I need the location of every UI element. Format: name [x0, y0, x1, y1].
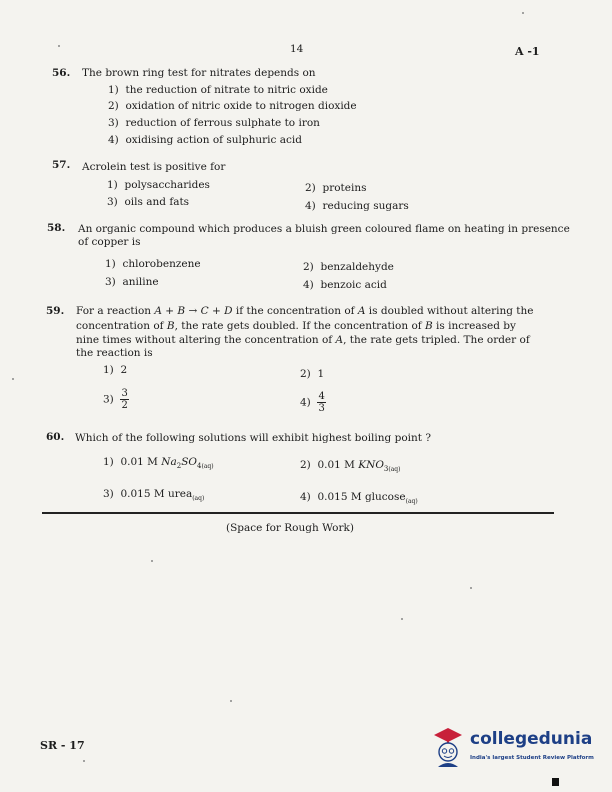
- paper-code: A -1: [515, 45, 540, 58]
- logo-tagline: India's largest Student Review Platform: [470, 755, 594, 761]
- option: 1) 2: [103, 364, 128, 376]
- question-number: 59.: [46, 305, 65, 317]
- page-number: 14: [290, 43, 304, 55]
- fraction: $\frac{4}{3}$: [318, 391, 325, 414]
- option: 2) 1: [300, 368, 325, 380]
- option: 4) benzoic acid: [303, 279, 387, 291]
- divider-line: [42, 512, 554, 514]
- scan-speck: [151, 560, 153, 562]
- question-text: An organic compound which produces a bluish green coloured flame on heating in presence: [78, 223, 570, 235]
- logo-wordmark: collegedunia: [470, 729, 593, 749]
- question-text: For a reaction A + B → C + D if the concentration of A is doubled without altering the: [76, 305, 534, 317]
- scan-speck: [12, 378, 14, 380]
- option: 3) aniline: [105, 276, 159, 288]
- question-text: Which of the following solutions will exhibit highest boiling point ?: [75, 432, 431, 444]
- option: 4) 0.015 M glucose$_{(aq)}$: [300, 491, 418, 506]
- option: 2) benzaldehyde: [303, 261, 394, 273]
- rough-work-label: (Space for Rough Work): [226, 522, 354, 534]
- scan-speck: [401, 618, 403, 620]
- collegedunia-logo: [430, 725, 600, 775]
- question-number: 58.: [47, 222, 66, 234]
- question-text: Acrolein test is positive for: [82, 161, 226, 173]
- scan-speck: [58, 45, 60, 47]
- graduate-icon: [430, 725, 466, 769]
- option: 3) oils and fats: [107, 196, 190, 208]
- option: 3) $\frac{3}{2}$: [103, 388, 128, 411]
- question-text: concentration of B, the rate gets doubled. If the concentration of B is increased by: [76, 320, 516, 332]
- scan-speck: [470, 587, 472, 589]
- question-number: 56.: [52, 67, 71, 79]
- question-text: of copper is: [78, 236, 141, 248]
- scan-speck: [230, 700, 232, 702]
- option: 1) chlorobenzene: [105, 258, 201, 270]
- option: 3) 0.015 M urea$_{(aq)}$: [103, 488, 205, 503]
- option: 1) polysaccharides: [107, 179, 210, 191]
- fraction: $\frac{3}{2}$: [121, 388, 128, 411]
- option: 2) proteins: [305, 182, 367, 194]
- scan-speck: [522, 12, 524, 14]
- corner-mark: [552, 778, 559, 786]
- option: 4) oxidising action of sulphuric acid: [108, 134, 302, 146]
- option: 4) reducing sugars: [305, 200, 409, 212]
- option: 2) oxidation of nitric oxide to nitrogen dioxide: [108, 100, 357, 112]
- option: 3) reduction of ferrous sulphate to iron: [108, 117, 320, 129]
- option: 2) 0.01 M $KNO_{3(aq)}$: [300, 459, 401, 474]
- question-number: 60.: [46, 431, 65, 443]
- option: 4) $\frac{4}{3}$: [300, 391, 325, 414]
- option: 1) the reduction of nitrate to nitric oxide: [108, 84, 328, 96]
- scan-speck: [83, 760, 85, 762]
- question-text: nine times without altering the concentration of A, the rate gets tripled. The order of: [76, 334, 530, 346]
- option: 1) 0.01 M $Na_2SO_{4(aq)}$: [103, 456, 214, 471]
- question-number: 57.: [52, 159, 71, 171]
- question-text: The brown ring test for nitrates depends on: [82, 67, 316, 79]
- series-code: SR - 17: [40, 739, 85, 752]
- question-text: the reaction is: [76, 347, 153, 359]
